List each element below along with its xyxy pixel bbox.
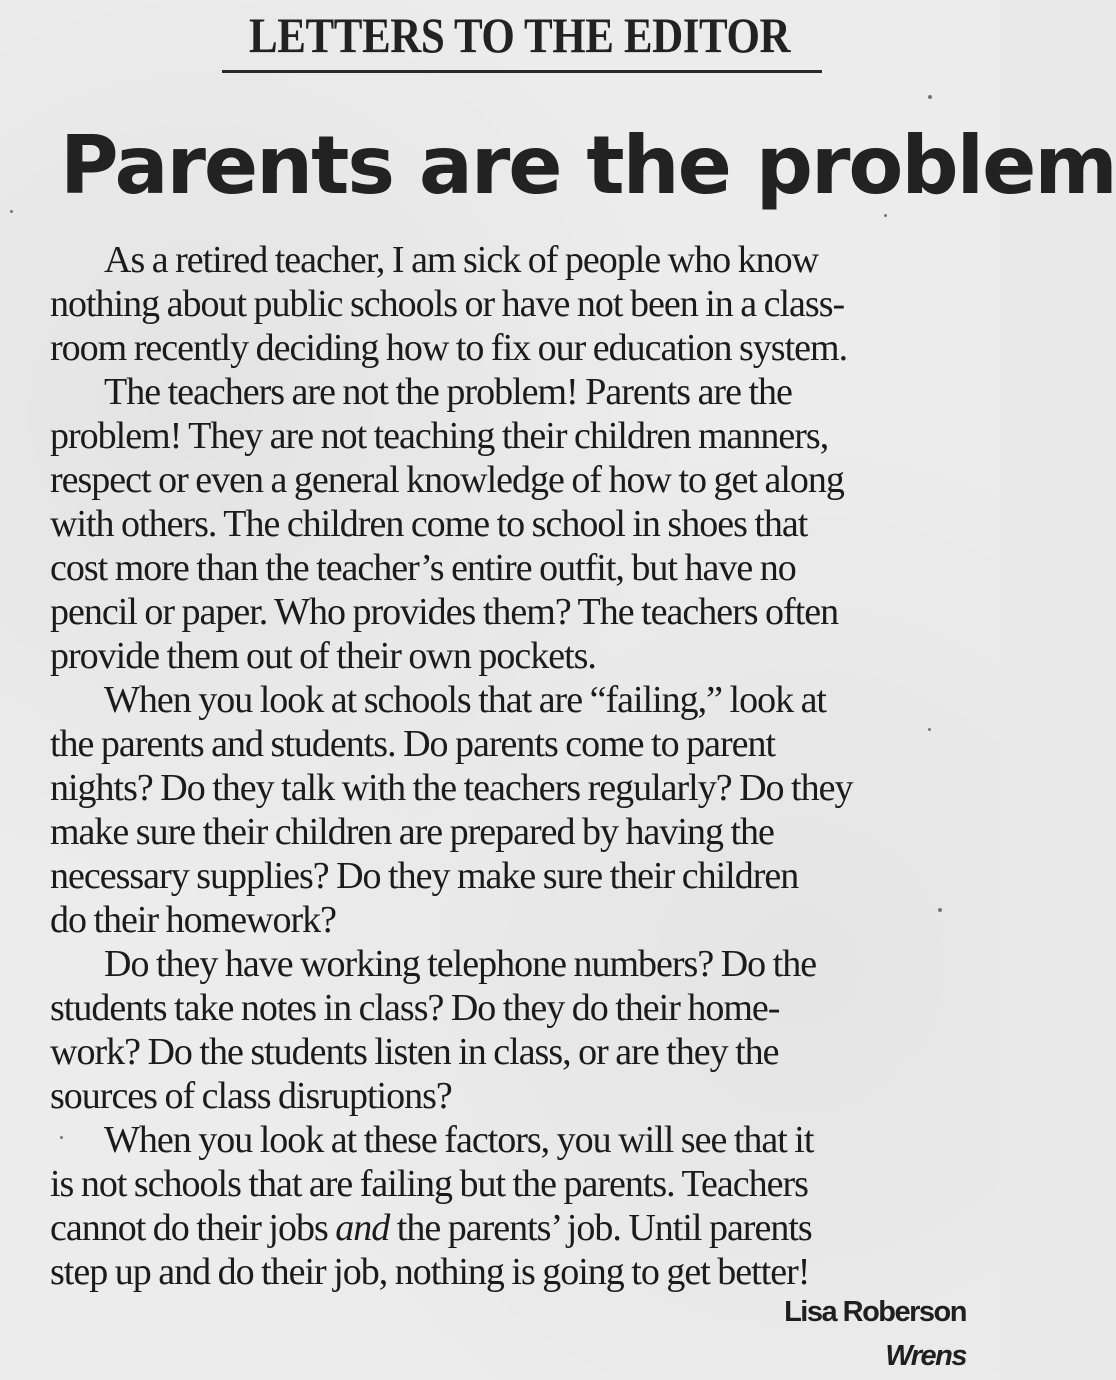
signature-block <box>784 1290 966 1378</box>
author-town: Wrens <box>885 1340 966 1372</box>
paragraph-2: The teachers are not the problem! Parents are the problem! They are not teaching their children manners, respect or even a general knowledge of how to get along with others. The children come to school in shoes that cost more than the teacher’s entire outfit, but have no pencil or paper. Who provides them? The teachers often provide them out of their own pockets. <box>50 371 844 677</box>
paragraph-5-part-1: When you look at these factors, you will see that it is not schools that are failing but the parents. Teachers cannot do their jobs <box>50 1119 814 1249</box>
print-speck <box>60 1136 63 1139</box>
letter-body <box>50 238 975 1294</box>
headline: Parents are the problem <box>60 119 1116 212</box>
print-speck <box>928 95 932 99</box>
print-speck <box>10 210 13 213</box>
paragraph-4: Do they have working telephone numbers? Do the students take notes in class? Do they do their home- work? Do the students listen in class, or are they the sources of class disruptions? <box>50 943 817 1117</box>
author-name: Lisa Roberson <box>784 1296 966 1328</box>
heading-underline <box>222 70 822 73</box>
section-heading-wrapper <box>0 2 1000 68</box>
paragraph-1: As a retired teacher, I am sick of people who know nothing about public schools or have not been in a class- room recently deciding how to fix our education system. <box>50 239 848 369</box>
paragraph-5 <box>50 1118 975 1294</box>
paragraph-5-emphasis: and <box>335 1207 390 1249</box>
paragraph-3: When you look at schools that are “failing,” look at the parents and students. Do parents come to parent nights? Do they talk with the teachers regularly? Do they make sure their children are prepared by having the necessary supplies? Do they make sure their children do their homework? <box>50 679 853 941</box>
print-speck <box>938 908 942 912</box>
section-heading: LETTERS TO THE EDITOR <box>249 7 791 63</box>
paragraph-5-part-2: the parents’ job. Until parents step up and do their job, nothing is going to get better! <box>50 1207 812 1293</box>
print-speck <box>928 728 931 731</box>
print-speck <box>884 214 887 217</box>
